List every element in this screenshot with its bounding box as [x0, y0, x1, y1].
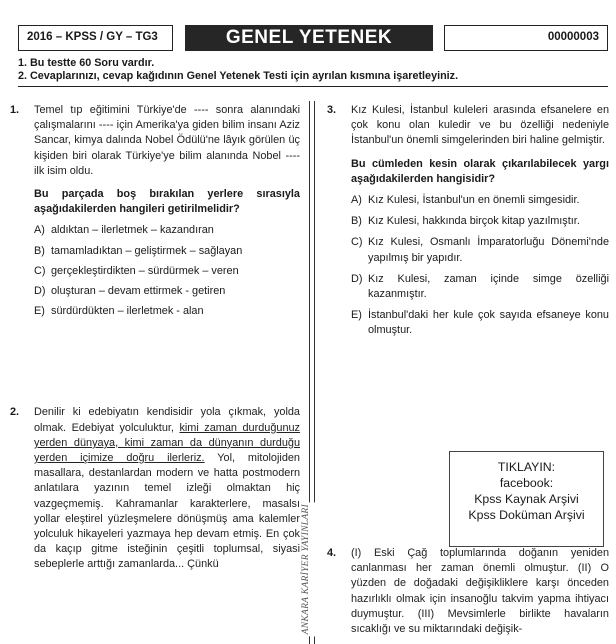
question-stem: (I) Eski Çağ toplumlarında doğanın yeniden canlanması her zaman önemli olmuştur. (II) O yüzden de doğadaki değişikliklere karşı önceden hazırlıklı olmak için insanoğlu takvim yapma ihtiyacı duymuştur. (III) Mevsimlerle birlikte havaların sıcaklığı ve su miktarındaki değişik- [351, 547, 609, 636]
question-number: 1. [10, 104, 20, 116]
left-column [10, 103, 300, 573]
question-stem: Kız Kulesi, İstanbul kuleleri arasında efsanelere en çok konu olan kuledir ve bu özelliği nedeniyle İstanbul'un önemli simgelerinden biri haline gelmiştir. [351, 104, 609, 147]
instruction-line-2: 2. Cevaplarınızı, cevap kağıdının Genel Yetenek Testi için ayrılan kısmına işaretleyiniz. [18, 70, 459, 82]
option-a[interactable]: A) aldıktan – ilerletmek – kazandıran [34, 224, 214, 237]
publisher-watermark: ANKARA KARİYER YAYINLARI [301, 502, 323, 636]
promo-click-label: TIKLAYIN: [497, 460, 556, 474]
question-2 [10, 405, 300, 572]
option-c[interactable]: C) gerçekleştirdikten – sürdürmek – veren [34, 264, 239, 277]
question-prompt: Bu parçada boş bırakılan yerlere sırasıyla aşağıdakilerden hangileri getirilmelidir? [34, 188, 300, 216]
question-prompt: Bu cümleden kesin olarak çıkarılabilecek yargı aşağıdakilerden hangisidir? [351, 157, 609, 185]
option-a[interactable]: A) Kız Kulesi, İstanbul'un en önemli simgesidir. [351, 194, 580, 207]
option-b[interactable]: B) tamamladıktan – geliştirmek – sağlayan [34, 244, 243, 257]
promo-kaynak-archive-link[interactable]: Kpss Kaynak Arşivi [474, 492, 579, 506]
page-header [18, 25, 608, 51]
option-d[interactable]: D) Kız Kulesi, zaman içinde simge özelliği kazanmıştır. [351, 272, 609, 301]
question-3 [327, 103, 609, 339]
promo-facebook-label: facebook: [499, 476, 554, 490]
question-4 [327, 546, 609, 637]
question-stem: Denilir ki edebiyatın kendisidir yola çıkmak, yolda olmak. Edebiyat yolculuktur, kimi zaman durduğunuz yerden dünyaya, kimi zaman da dünyanın durduğu yerden içimize doğru ilerleriz. Yol, mitolojiden masallara, destanlardan modern ve hatta postmodern anlatılara yazının temel izleği olmaktan hiç vazgeçmemiş. Kahramanlar karakterlere, masalsı yollar eleştirel yüzleşmelere dönüşmüş ama kalemler yolculuk hikayeleri yazmaya hep devam etmiş. En çok da kaçıp gitme isteğinin çeşitli toplumsal, siyasi sebeplerle arttığı zamanlarda... Çünkü [34, 406, 300, 571]
instructions [18, 57, 608, 87]
option-b[interactable]: B) Kız Kulesi, hakkında birçok kitap yazılmıştır. [351, 215, 580, 228]
question-1 [10, 103, 300, 319]
question-stem: Temel tıp eğitimini Türkiye'de ---- sonra alanındaki çalışmalarını ---- için Amerika'ya giden bilim insanı Aziz Sancar, kimya dalında Nobel Ödülü'ne lâyık görülen üç kişiden biri olarak Türkiye'ye bilim alanında Nobel ---- ilk isim oldu. [34, 104, 300, 177]
option-e[interactable]: E) İstanbul'daki her kule çok sayıda efsaneye konu olmuştur. [351, 309, 609, 337]
option-d[interactable]: D) oluşturan – devam ettirmek - getiren [34, 285, 226, 298]
question-number: 4. [327, 547, 337, 559]
options-list [351, 193, 609, 339]
booklet-number-box: 00000003 [444, 25, 608, 51]
question-number: 3. [327, 104, 337, 116]
underlined-sentence: kimi zaman durduğunuz yerden dünyaya, kimi zaman da dünyanın durduğu yerden içimize doğru ilerleriz. [34, 421, 300, 465]
option-e[interactable]: E) sürdürdükten – ilerletmek - alan [34, 305, 204, 318]
test-title: GENEL YETENEK [185, 25, 433, 51]
promo-dokuman-archive-link[interactable]: Kpss Doküman Arşivi [468, 508, 585, 522]
question-number: 2. [10, 406, 20, 419]
exam-code-box: 2016 – KPSS / GY – TG3 [18, 25, 173, 51]
facebook-promo-box[interactable] [449, 451, 604, 547]
instruction-line-1: 1. Bu testte 60 Soru vardır. [18, 57, 155, 69]
option-c[interactable]: C) Kız Kulesi, Osmanlı İmparatorluğu Dönemi'nde yapılmış bir yapıdır. [351, 236, 609, 264]
options-list [34, 223, 300, 319]
